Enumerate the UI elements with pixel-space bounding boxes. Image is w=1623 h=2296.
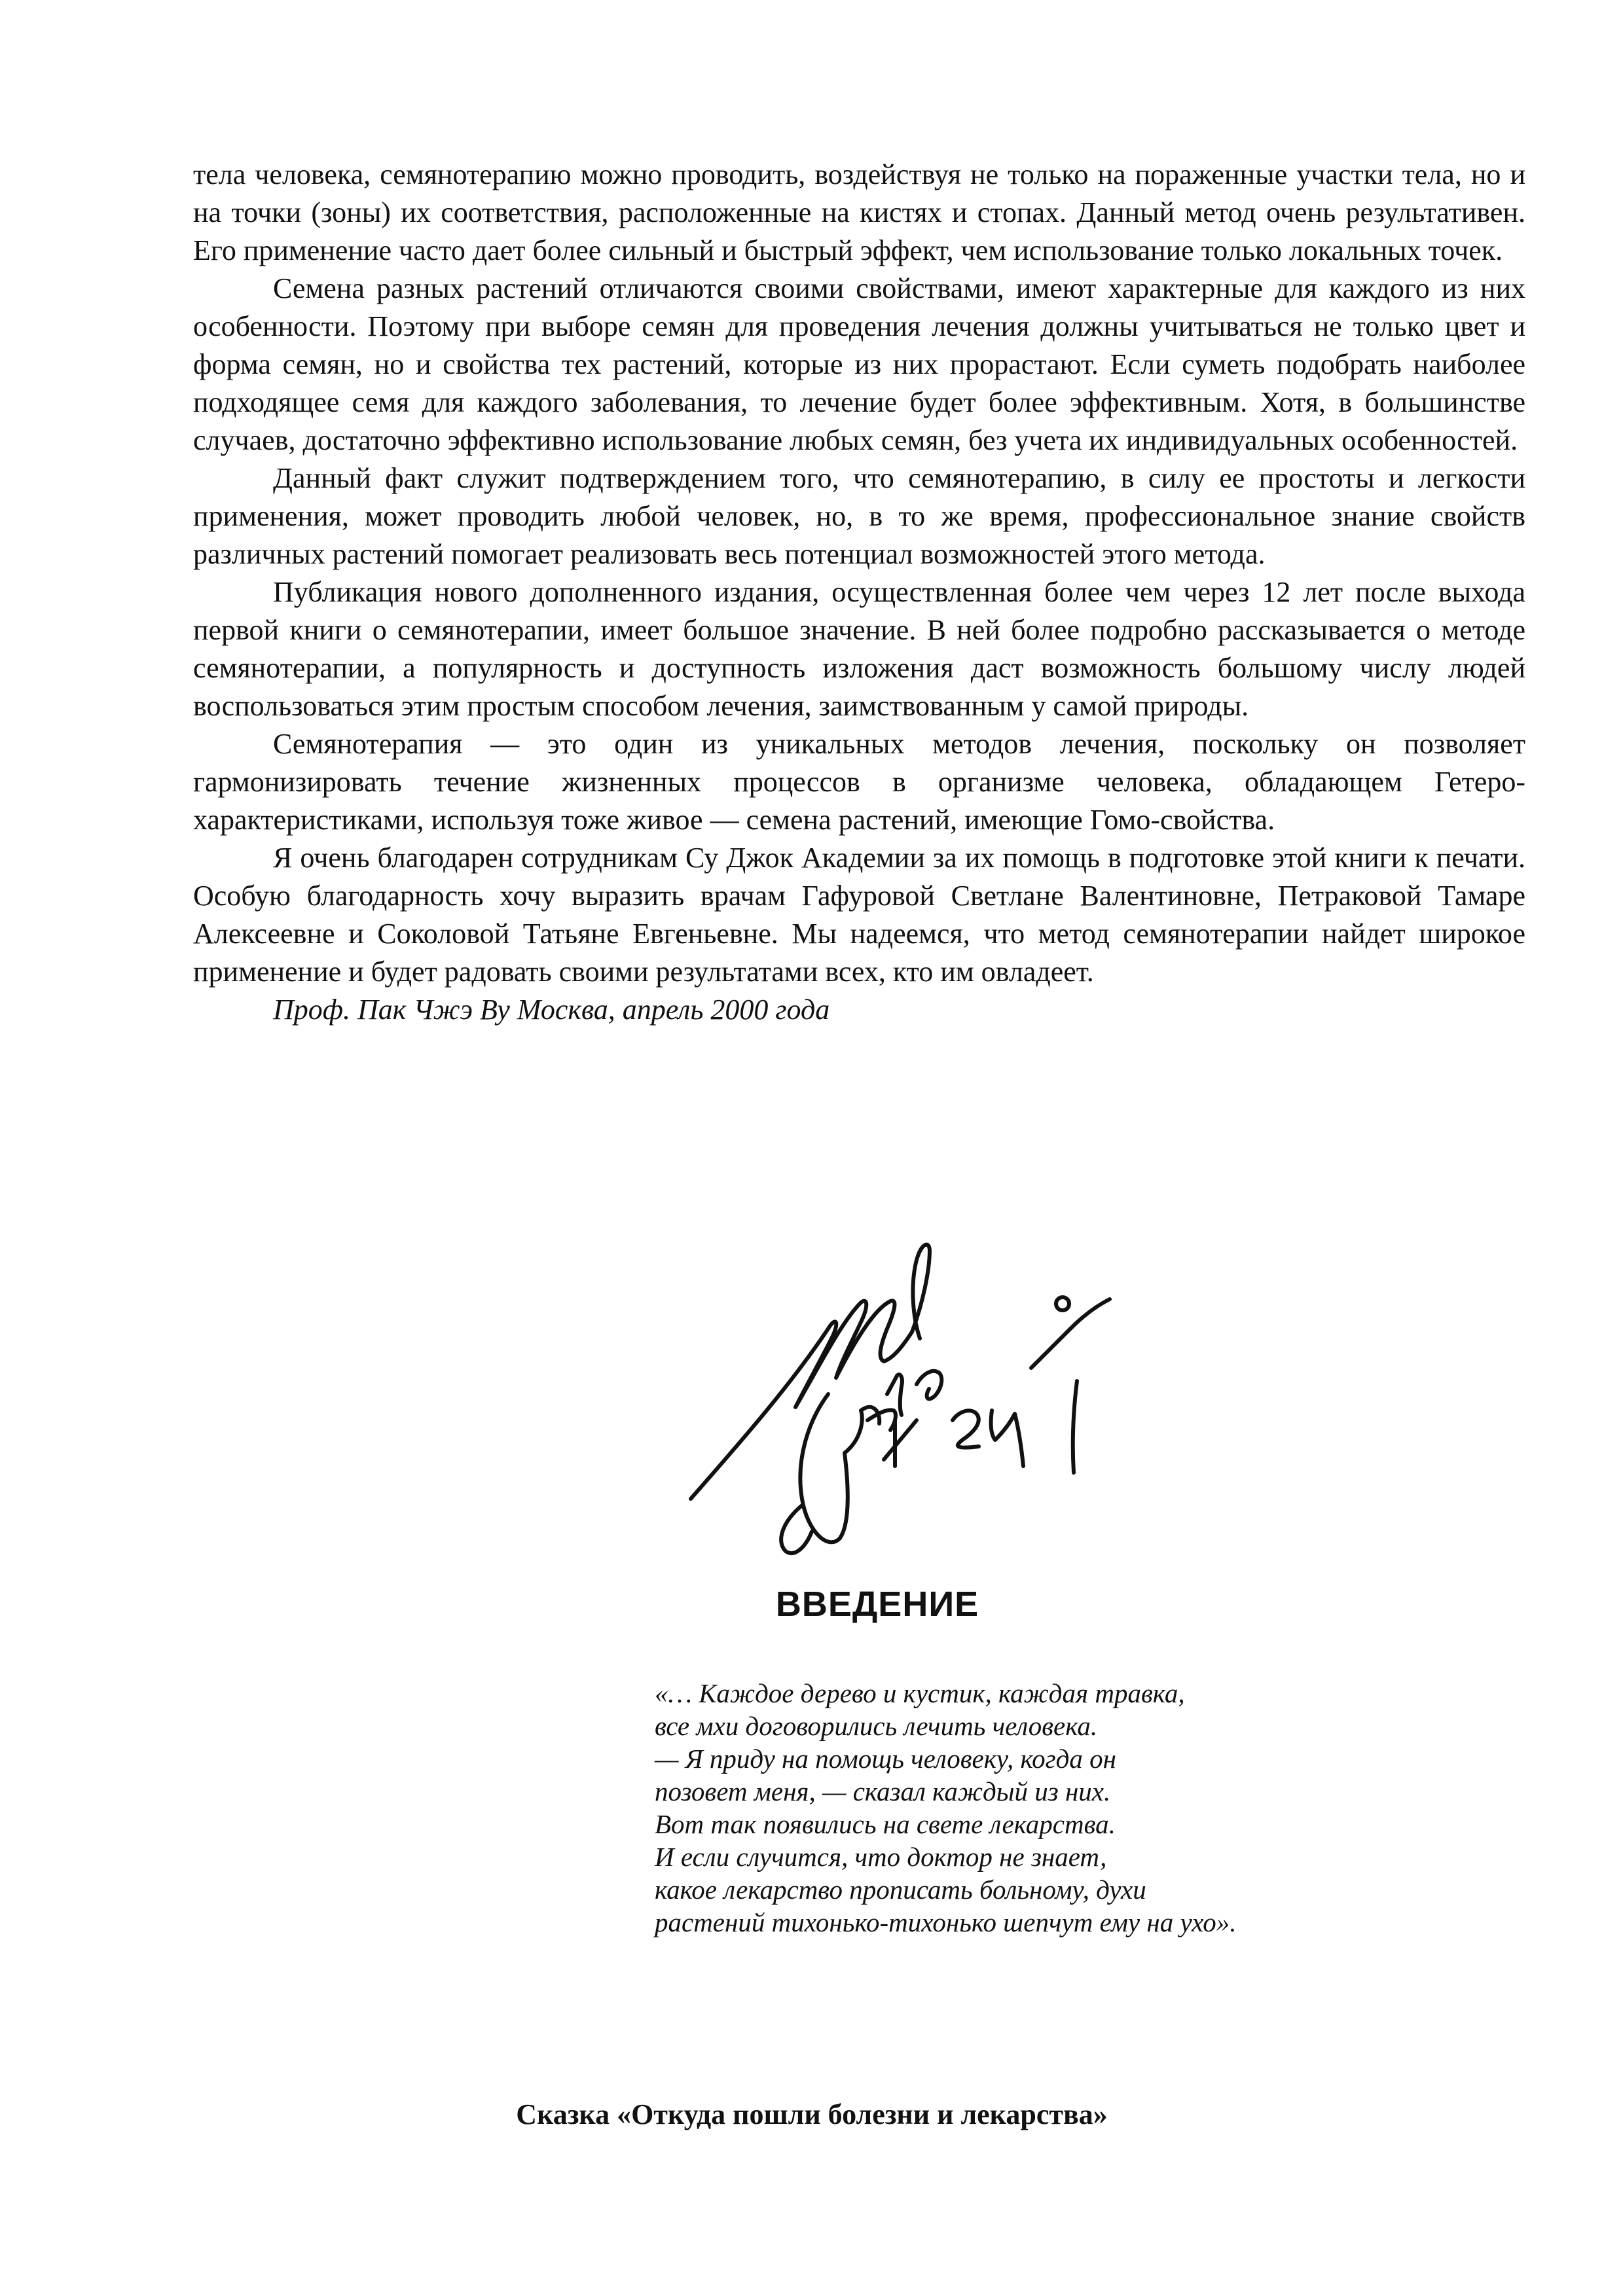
epigraph-line: какое лекарство прописать больному, духи xyxy=(655,1874,1146,1905)
paragraph-publication: Публикация нового дополненного издания, осуществленная более чем через 12 лет после выхода первой книги о семянотерапии, имеет большое значение. В ней более подробно рассказывается о методе семянотерапии, а популярность и доступность изложения даст возможность большому числу людей воспользоваться этим простым способом лечения, заимствованным у самой природы. xyxy=(193,576,1525,722)
paragraph-continuation: тела человека, семянотерапию можно проводить, воздействуя не только на пораженные участки тела, но и на точки (зоны) их соответствия, расположенные на кистях и стопах. Данный метод очень результативен. Его применение часто дает более сильный и быстрый эффект, чем использование только локальных точек. xyxy=(193,158,1525,266)
epigraph-line: Вот так появились на свете лекарства. xyxy=(655,1809,1116,1839)
epigraph-line: «… Каждое дерево и кустик, каждая травка, xyxy=(655,1678,1185,1708)
epigraph-line: растений тихонько-тихонько шепчут ему на ухо». xyxy=(655,1907,1237,1937)
author-line: Проф. Пак Чжэ Ву Москва, апрель 2000 года xyxy=(273,994,830,1026)
body-text xyxy=(193,156,1525,1029)
epigraph-line: — Я приду на помощь человеку, когда он xyxy=(655,1744,1116,1774)
epigraph-line: И если случится, что доктор не знает, xyxy=(655,1842,1107,1872)
section-heading: ВВЕДЕНИЕ xyxy=(775,1585,979,1624)
tale-title: Сказка «Откуда пошли болезни и лекарства» xyxy=(516,2098,1108,2130)
paragraph-seed-properties: Семена разных растений отличаются своими свойствами, имеют характерные для каждого из них особенности. Поэтому при выборе семян для проведения лечения должны учитываться не только цвет и форма семян, но и свойства тех растений, которые из них прорастают. Если суметь подобрать наиболее подходящее семя для каждого заболевания, то лечение будет более эффективным. Хотя, в большинстве случаев, достаточно эффективно использование любых семян, без учета их индивидуальных особенностей. xyxy=(193,272,1525,456)
paragraph-simplicity: Данный факт служит подтверждением того, что семянотерапию, в силу ее простоты и легкости применения, может проводить любой человек, но, в то же время, профессиональное знание свойств различных растений помогает реализовать весь потенциал возможностей этого метода. xyxy=(193,462,1525,570)
author-signature xyxy=(665,1224,1162,1590)
epigraph-line: позовет меня, — сказал каждый из них. xyxy=(655,1776,1111,1806)
epigraph-line: все мхи договорились лечить человека. xyxy=(655,1711,1098,1741)
epigraph xyxy=(655,1677,1440,1939)
paragraph-acknowledgements: Я очень благодарен сотрудникам Су Джок Академии за их помощь в подготовке этой книги к печати. Особую благодарность хочу выразить врачам Гафуровой Светлане Валентиновне, Петраковой Тамаре Алексеевне и Соколовой Татьяне Евгеньевне. Мы надеемся, что метод семянотерапии найдет широкое применение и будет радовать своими результатами всех, кто им овладеет. xyxy=(193,842,1525,988)
paragraph-method-description: Семянотерапия — это один из уникальных методов лечения, поскольку он позволяет гармонизировать течение жизненных процессов в организме человека, обладающем Гетеро-характеристиками, используя тоже живое — семена растений, имеющие Гомо-свойства. xyxy=(193,728,1525,836)
